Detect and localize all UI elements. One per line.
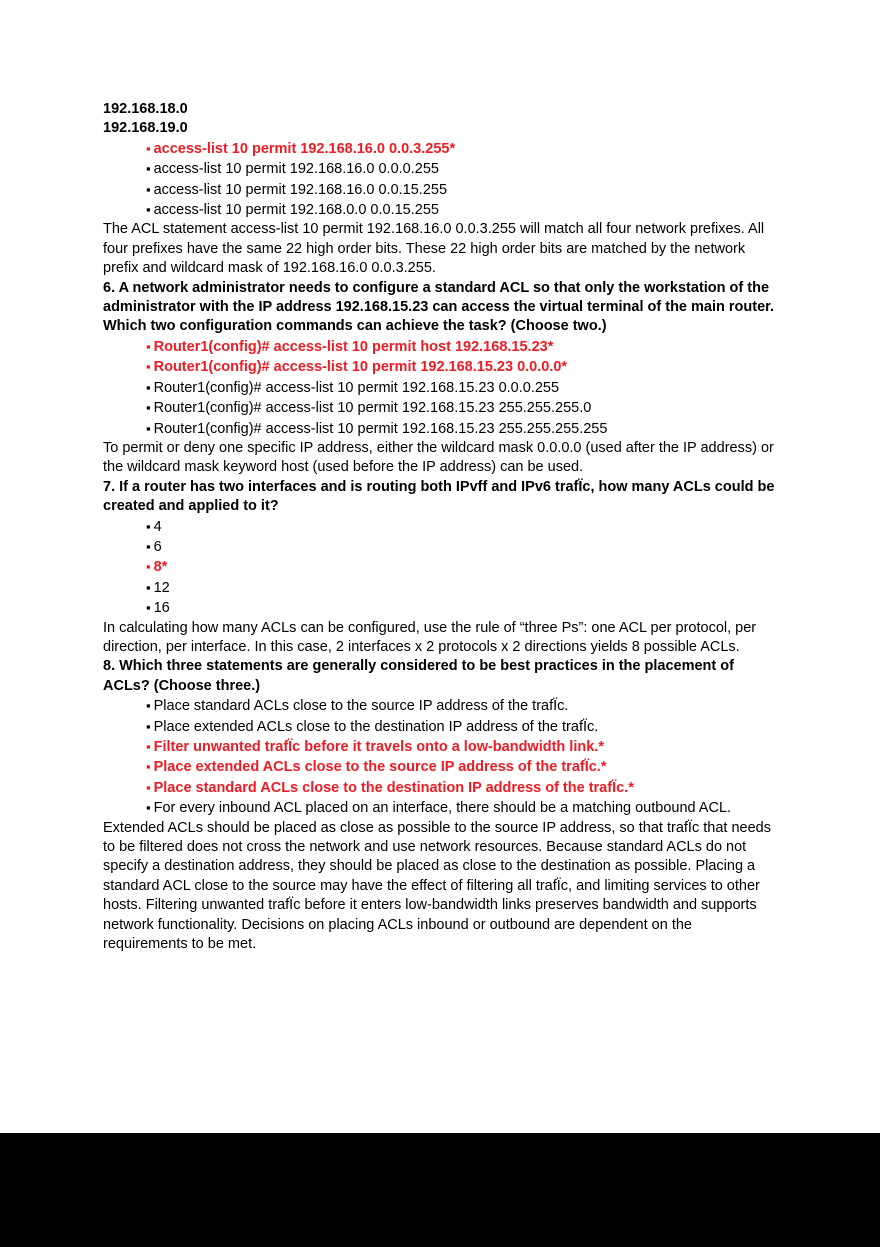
- answer-option-text: Router1(config)# access-list 10 permit 192.168.15.23 0.0.0.255: [153, 379, 560, 396]
- explanation-paragraph: In calculating how many ACLs can be configured, use the rule of “three Ps”: one ACL per protocol, per direction, per interface. In this case, 2 interfaces x 2 protocols x 2 directions yields 8 possible ACLs.: [103, 619, 757, 655]
- bullet-square-icon: ▪: [146, 718, 151, 734]
- bullet-square-icon: ▪: [146, 400, 151, 416]
- answer-option: [103, 578, 780, 598]
- answer-option-correct: [103, 737, 780, 757]
- answer-option-text: 16: [153, 600, 170, 617]
- question-text: 8. Which three statements are generally considered to be best practices in the placement of ACLs? (Choose three.): [103, 658, 734, 694]
- bullet-square-icon: ▪: [146, 518, 151, 534]
- answer-option-correct: [103, 337, 780, 357]
- answer-option-text: access-list 10 permit 192.168.0.0 0.0.15.255: [153, 202, 439, 219]
- answer-option: [103, 717, 780, 737]
- answer-option: [103, 159, 780, 179]
- answer-option-text: access-list 10 permit 192.168.16.0 0.0.15.255: [153, 181, 448, 198]
- answer-option-text: Router1(config)# access-list 10 permit host 192.168.15.23*: [153, 338, 554, 355]
- bullet-square-icon: ▪: [146, 379, 151, 395]
- answer-option-correct: [103, 757, 780, 777]
- answer-option-text: Place standard ACLs close to the destination IP address of the trafÏc.*: [153, 779, 634, 796]
- question-text: 6. A network administrator needs to configure a standard ACL so that only the workstation of the administrator with the IP address 192.168.15.23 can access the virtual terminal of the main router. Which two configuration commands can achieve the task? (Choose two.): [103, 279, 775, 335]
- bullet-square-icon: ▪: [146, 140, 151, 156]
- bullet-square-icon: ▪: [146, 600, 151, 616]
- explanation-paragraph: Extended ACLs should be placed as close as possible to the source IP address, so that trafÏc that needs to be filtered does not cross the network and use network resources. Because standard ACLs do not specify a destination address, they should be placed as close to the destination as possible. Placing a standard ACL close to the source may have the effect of filtering all trafÏc, and limiting services to other hosts. Filtering unwanted trafÏc before it enters low-bandwidth links preserves bandwidth and supports network functionality. Decisions on placing ACLs inbound or outbound are dependent on the requirements to be met.: [103, 819, 771, 953]
- answer-option-text: For every inbound ACL placed on an interface, there should be a matching outbound ACL.: [153, 800, 732, 817]
- answer-option-correct: [103, 139, 780, 159]
- answer-option: [103, 419, 780, 439]
- explanation-paragraph: To permit or deny one specific IP address, either the wildcard mask 0.0.0.0 (used after the IP address) or the wildcard mask keyword host (used before the IP address) can be used.: [103, 439, 774, 476]
- answer-option: [103, 537, 780, 557]
- answer-option: [103, 378, 780, 398]
- document-content: [103, 100, 780, 954]
- answer-option-text: 6: [153, 538, 162, 555]
- answer-option-text: access-list 10 permit 192.168.16.0 0.0.3.255*: [153, 140, 456, 157]
- explanation-paragraph: The ACL statement access-list 10 permit 192.168.16.0 0.0.3.255 will match all four network prefixes. All four prefixes have the same 22 high order bits. These 22 high order bits are matched by the network prefix and wildcard mask of 192.168.16.0 0.0.3.255.: [103, 221, 765, 277]
- answer-option: [103, 798, 780, 818]
- answer-option: [103, 200, 780, 220]
- answer-option: [103, 398, 780, 418]
- answer-option-text: Filter unwanted trafÏc before it travels onto a low-bandwidth link.*: [153, 739, 604, 755]
- answer-option: [103, 696, 780, 716]
- bullet-square-icon: ▪: [146, 759, 151, 775]
- network-prefix-line: 192.168.19.0: [103, 120, 188, 137]
- bullet-square-icon: ▪: [146, 202, 151, 218]
- bullet-square-icon: ▪: [146, 559, 151, 575]
- answer-option-text: access-list 10 permit 192.168.16.0 0.0.0.255: [153, 161, 439, 178]
- bullet-square-icon: ▪: [146, 161, 151, 177]
- viewer-bottom-band: [0, 1133, 880, 1247]
- answer-option-text: 12: [153, 579, 170, 596]
- bullet-square-icon: ▪: [146, 739, 151, 754]
- bullet-square-icon: ▪: [146, 579, 151, 595]
- answer-option-correct: [103, 778, 780, 798]
- answer-option-correct: [103, 357, 780, 377]
- answer-option-text: 8*: [153, 559, 168, 576]
- answer-option-text: Place extended ACLs close to the source IP address of the trafÏc.*: [153, 759, 607, 776]
- bullet-square-icon: ▪: [146, 800, 151, 816]
- bullet-square-icon: ▪: [146, 181, 151, 197]
- bullet-square-icon: ▪: [146, 359, 151, 375]
- network-prefix-line: 192.168.18.0: [103, 101, 188, 117]
- answer-option: [103, 598, 780, 618]
- answer-option: [103, 517, 780, 537]
- bullet-square-icon: ▪: [146, 538, 151, 554]
- bullet-square-icon: ▪: [146, 420, 151, 436]
- answer-option-text: 4: [153, 518, 162, 535]
- answer-option: [103, 180, 780, 200]
- answer-option-text: Router1(config)# access-list 10 permit 192.168.15.23 0.0.0.0*: [153, 359, 568, 376]
- answer-option-text: Router1(config)# access-list 10 permit 192.168.15.23 255.255.255.0: [153, 400, 592, 417]
- question-text: 7. If a router has two interfaces and is routing both IPvff and IPv6 trafÏc, how many ACLs could be created and applied to it?: [103, 478, 775, 515]
- answer-option-text: Place extended ACLs close to the destination IP address of the trafÏc.: [153, 718, 599, 735]
- bullet-square-icon: ▪: [146, 338, 151, 354]
- answer-option-text: Router1(config)# access-list 10 permit 192.168.15.23 255.255.255.255: [153, 420, 608, 437]
- bullet-square-icon: ▪: [146, 698, 151, 714]
- answer-option-text: Place standard ACLs close to the source IP address of the trafÏc.: [153, 698, 569, 715]
- answer-option-correct: [103, 557, 780, 577]
- bullet-square-icon: ▪: [146, 779, 151, 795]
